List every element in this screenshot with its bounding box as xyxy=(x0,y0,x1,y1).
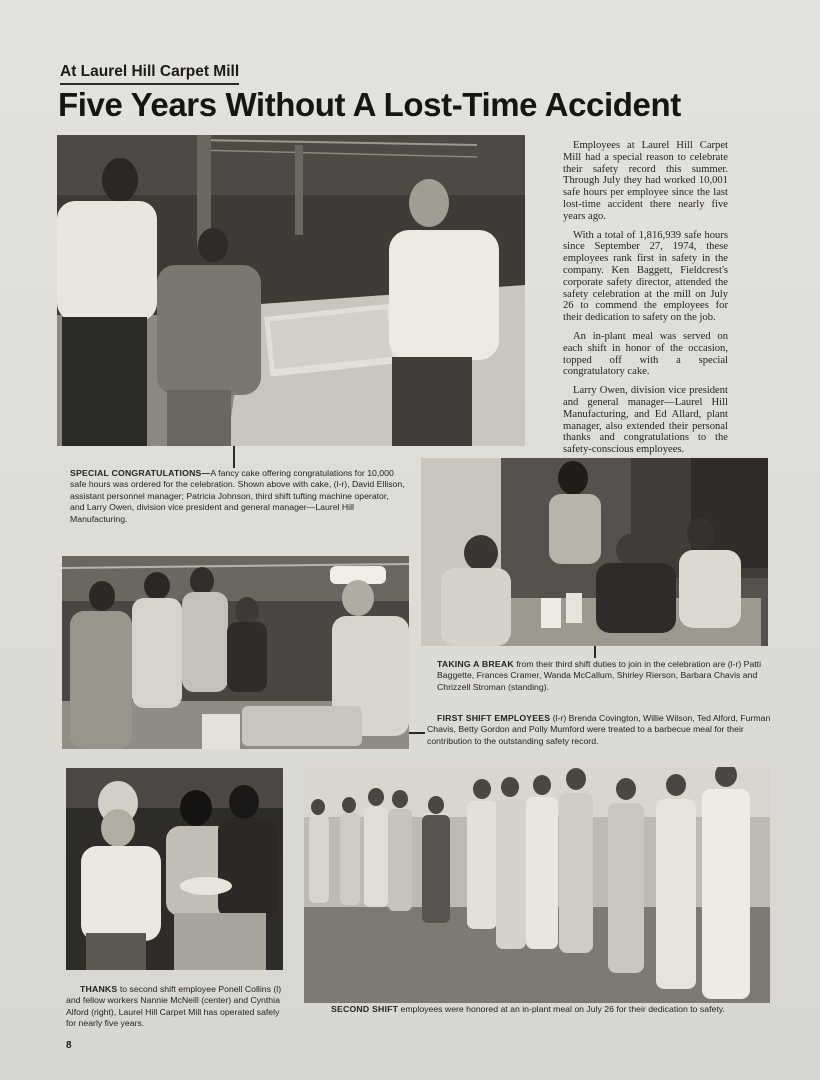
caption-first-shift xyxy=(427,713,771,747)
body-paragraph-2: With a total of 1,816,939 safe hours since September 27, 1974, these employees rank first in safety in the company. Ken Baggett, Fieldcrest's corporate safety director, attended the safety celebration at the mill on July 26 to commend the employees for their dedication to safety on the job. xyxy=(563,229,728,324)
caption-cake-lead: SPECIAL CONGRATULATIONS— xyxy=(70,468,211,478)
body-paragraph-3: An in-plant meal was served on each shift in honor of the occasion, topped off with a special congratulatory cake. xyxy=(563,330,728,378)
caption-pointer-rule xyxy=(233,446,235,468)
caption-cake xyxy=(70,468,405,525)
photo-first-shift xyxy=(62,556,409,749)
caption-first-shift-lead: FIRST SHIFT EMPLOYEES xyxy=(437,713,551,723)
caption-taking-break xyxy=(437,659,769,693)
headline: Five Years Without A Lost-Time Accident xyxy=(58,86,681,123)
photo-cake-presentation xyxy=(57,135,525,446)
caption-thanks-lead: THANKS xyxy=(80,984,118,994)
caption-pointer-rule-2 xyxy=(594,646,596,658)
caption-cake-text: A fancy cake offering congratulations for 10,000 safe hours was ordered for the celebration. Shown above with cake, (l-r), David Ellison, assistant personnel manager; Patricia Johnson, third shift tufting machine operator, and Larry Owen, division vice president and general manager—Laurel Hill Manufacturing. xyxy=(70,468,405,524)
photo-second-shift xyxy=(304,767,770,1003)
caption-second-shift xyxy=(331,1004,771,1015)
caption-thanks xyxy=(66,984,284,1030)
body-paragraph-1: Employees at Laurel Hill Carpet Mill had a special reason to celebrate their safety record this summer. Through July they had worked 10,001 safe hours per employee since the last lost-time accident there nearly five years ago. xyxy=(563,140,728,222)
caption-second-shift-lead: SECOND SHIFT xyxy=(331,1004,399,1014)
article-body xyxy=(563,140,728,463)
caption-break-lead: TAKING A BREAK xyxy=(437,659,514,669)
caption-first-shift-text: (l-r) Brenda Covington, Willie Wilson, Ted Alford, Furman Chavis, Betty Gordon and Polly Mumford were treated to a barbecue meal for their contribution to the outstanding safety record. xyxy=(427,713,771,746)
photo-thanks xyxy=(66,768,283,970)
kicker: At Laurel Hill Carpet Mill xyxy=(60,63,239,85)
caption-pointer-rule-3 xyxy=(409,732,425,734)
page-number: 8 xyxy=(66,1040,72,1051)
photo-taking-break xyxy=(421,458,768,646)
caption-break-text: from their third shift duties to join in the celebration are (l-r) Patti Baggette, Frances Cramer, Wanda McCallum, Shirley Rierson, Barbara Chavis and Chrizzell Stroman (standing). xyxy=(437,659,762,692)
caption-thanks-text: to second shift employee Ponell Collins (l) and fellow workers Nannie McNeill (center) and Cynthia Alford (right), Laurel Hill Carpet Mill has operated safely for nearly five years. xyxy=(66,984,282,1029)
caption-second-shift-text: employees were honored at an in-plant meal on July 26 for their dedication to safety. xyxy=(398,1004,725,1014)
body-paragraph-4: Larry Owen, division vice president and general manager—Laurel Hill Manufacturing, and Ed Allard, plant manager, also extended their personal thanks and congratulations to the safety-conscious employees. xyxy=(563,385,728,456)
